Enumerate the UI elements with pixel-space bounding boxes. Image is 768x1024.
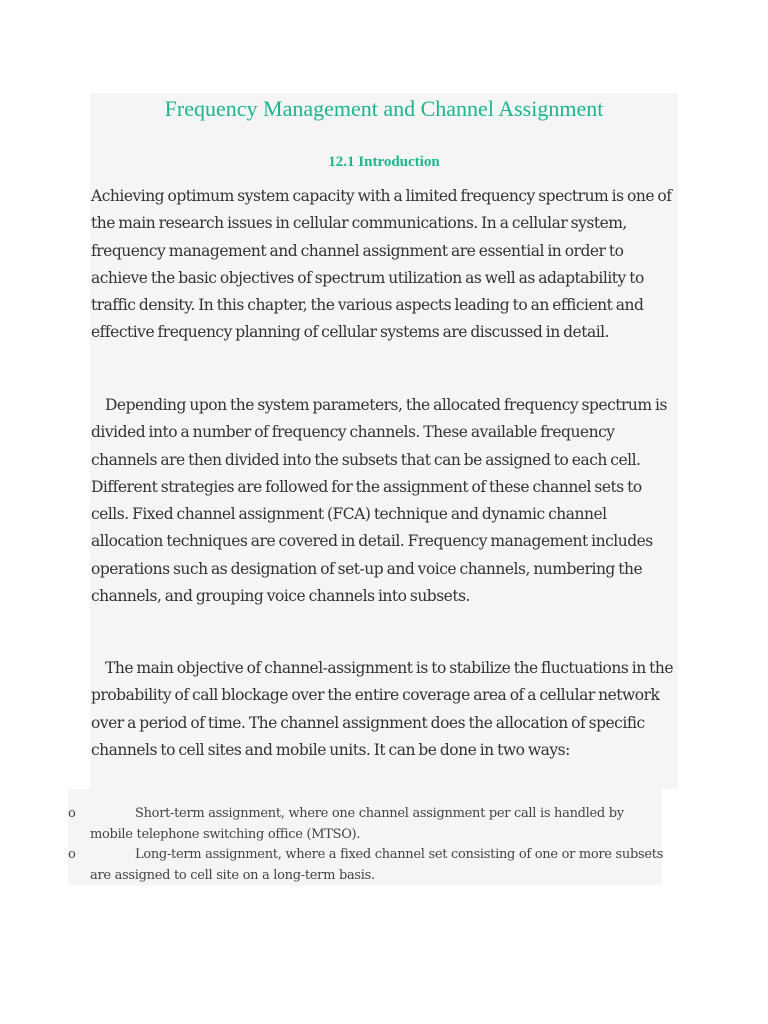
list-item-long-term [68,844,668,886]
bullet-icon: o [68,847,76,862]
bullet-icon: o [68,806,76,821]
section-heading: 12.1 Introduction [328,154,440,170]
paragraph-intro: Achieving optimum system capacity with a limited frequency spectrum is one of the main research issues in cellular communications. In a cellular system, frequency management and channel assignment are essential in order to achieve the basic objectives of spectrum utilization as well as adaptability to traffic density. In this chapter, the various aspects leading to an efficient and effective frequency planning of cellular systems are discussed in detail. [91,187,672,342]
list-item-text: Short-term assignment, where one channel assignment per call is handled by mobile telephone switching office (MTSO). [90,806,624,842]
paragraph-channel-assignment: The main objective of channel-assignment is to stabilize the fluctuations in the probability of call blockage over the entire coverage area of a cellular network over a period of time. The channel assignment does the allocation of specific channels to cell sites and mobile units. It can be done in two ways: [91,659,674,759]
paragraph-frequency-channels: Depending upon the system parameters, the allocated frequency spectrum is divided into a number of frequency channels. These available frequency channels are then divided into the subsets that can be assigned to each cell. Different strategies are followed for the assignment of these channel sets to cells. Fixed channel assignment (FCA) technique and dynamic channel allocation techniques are covered in detail. Frequency management includes operations such as designation of set-up and voice channels, numbering the channels, and grouping voice channels into subsets. [91,396,667,606]
list-item-short-term [68,803,668,845]
list-item-text: Long-term assignment, where a fixed channel set consisting of one or more subsets are assigned to cell site on a long-term basis. [90,847,664,883]
document-title: Frequency Management and Channel Assignment [164,96,604,121]
